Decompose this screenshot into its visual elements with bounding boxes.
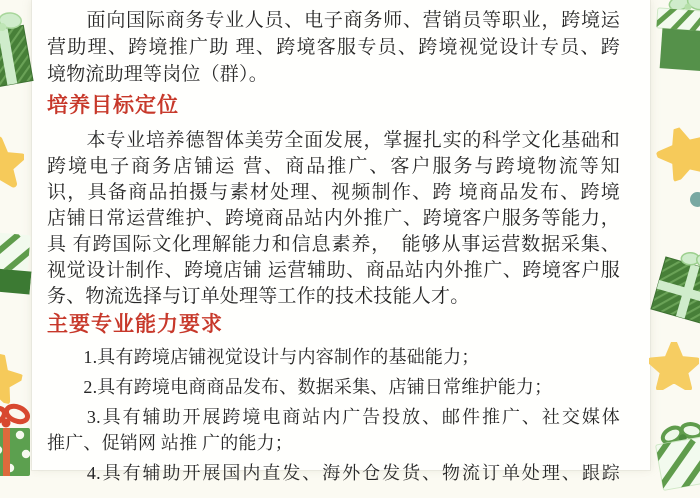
gift-icon <box>0 229 35 301</box>
gift-icon <box>648 415 700 498</box>
gift-icon <box>651 0 700 81</box>
gift-icon <box>0 402 34 481</box>
list-item <box>47 374 620 400</box>
gift-icon <box>647 243 700 334</box>
paragraph-line: 跨境电子商务店铺运 营、商品推广、客户服务与跨境物流等知 <box>47 156 620 177</box>
paragraph-line: 店铺日常运营维护、跨境商品站内外推广、跨境客户服务等能力， <box>47 208 620 229</box>
dot-icon <box>690 192 700 207</box>
list-item-line: 4.具有辅助开展国内直发、海外仓发货、物流订单处理、跟踪 <box>47 463 620 483</box>
list-item <box>47 404 620 456</box>
paragraph-line: 具 有跨国际文化理解能力和信息素养， 能够从事运营数据采集、 <box>47 234 620 255</box>
paragraph-line: 本专业培养德智体美劳全面发展，掌握扎实的科学文化基础和 <box>47 130 620 151</box>
list-item <box>47 344 620 370</box>
training-goal-paragraph <box>47 128 620 310</box>
document-page <box>32 0 650 483</box>
paragraph-line: 视觉设计制作、跨境店铺 运营辅助、商品站内外推广、跨境客户服 <box>47 260 620 281</box>
star-icon <box>651 120 700 189</box>
list-item-line: 1.具有跨境店铺视觉设计与内容制作的基础能力； <box>47 347 480 367</box>
paragraph-line: 境物流助理等岗位（群）。 <box>47 64 268 85</box>
star-icon <box>649 342 699 395</box>
section-heading-training-goal: 培养目标定位 <box>47 94 179 117</box>
paragraph-line: 识，具备商品拍摄与素材处理、视频制作、跨 境商品发布、跨境 <box>47 182 620 203</box>
list-item <box>47 460 620 486</box>
list-item-line: 推广、促销网 站推 广的能力； <box>47 433 293 453</box>
star-icon <box>0 136 24 193</box>
star-icon <box>0 350 26 411</box>
section-heading-ability: 主要专业能力要求 <box>47 313 223 336</box>
paragraph-line: 面向国际商务专业人员、电子商务师、营销员等职业，跨境运 <box>47 10 620 31</box>
list-item-line: 3.具有辅助开展跨境电商站内广告投放、邮件推广、社交媒体 <box>47 407 620 427</box>
paragraph-line: 营助理、跨境推广助 理、跨境客服专员、跨境视觉设计专员、跨 <box>47 37 620 58</box>
intro-paragraph <box>47 0 620 88</box>
document-content <box>47 0 620 490</box>
paragraph-line: 务、物流选择与订单处理等工作的技术技能人才。 <box>47 286 470 307</box>
ability-list <box>47 344 620 486</box>
list-item-line: 2.具有跨境电商商品发布、数据采集、店铺日常维护能力； <box>47 377 553 397</box>
